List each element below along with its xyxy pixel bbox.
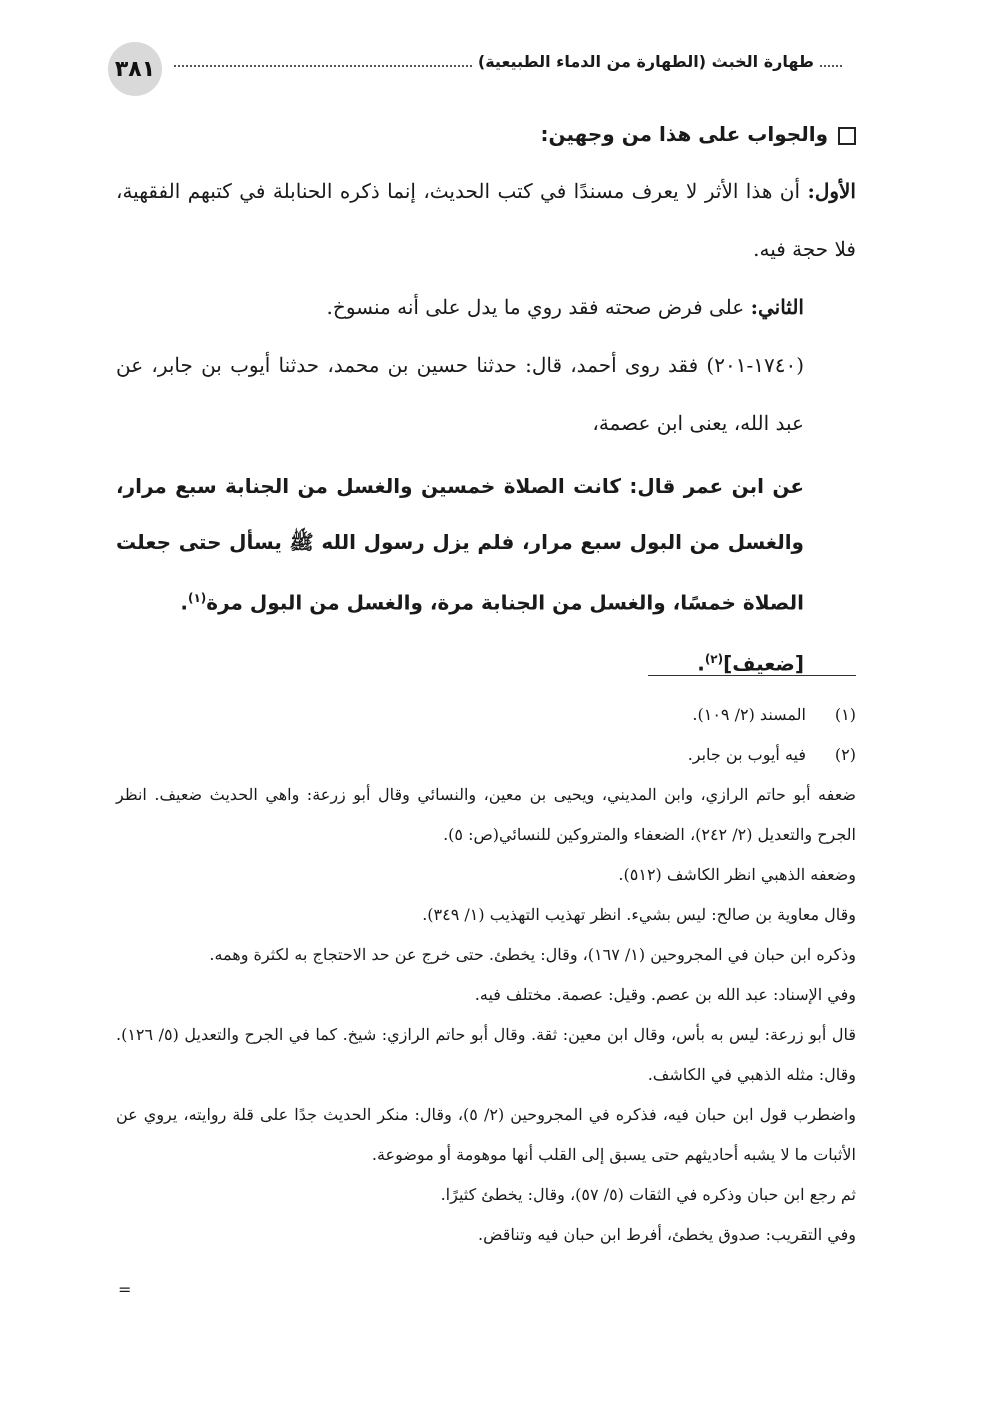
footnote-number: (١) [834,705,856,724]
page-number: ٣٨١ [108,42,162,96]
footnote-paragraph: ضعفه أبو حاتم الرازي، وابن المديني، ويحيى بن معين، والنسائي وقال أبو زرعة: واهي الحديث ضعيف. انظر الجرح والتعديل (٢/ ٢٤٢)، الضعفاء والمتروكين للنسائي(ص: ٥). [116,785,856,844]
footnote-1 [116,695,856,735]
hadith-matn: عن ابن عمر قال: كانت الصلاة خمسين والغسل من الجنابة سبع مرار، والغسل من البول سبع مرار، فلم يزل رسول الله ﷺ يسأل حتى جعلت الصلاة خمسًا، والغسل من الجنابة مرة، والغسل من البول مرة [116,474,804,615]
footnote-paragraph: قال أبو زرعة: ليس به بأس، وقال ابن معين: ثقة. وقال أبو حاتم الرازي: شيخ. كما في الجرح والتعديل (٥/ ١٢٦). وقال: مثله الذهبي في الكاشف. [116,1025,856,1084]
footnote-paragraph: ثم رجع ابن حبان وذكره في الثقات (٥/ ٥٧)، وقال: يخطئ كثيرًا. [440,1185,856,1204]
hadith-text [116,458,856,631]
leader-dots [174,65,472,67]
footnote-text: فيه أيوب بن جابر. [687,745,806,764]
first-text: أن هذا الأثر لا يعرف مسندًا في كتب الحديث، إنما ذكره الحنابلة في كتبهم الفقهية، فلا حجة فيه. [116,179,856,261]
hadith-end: . [180,590,188,615]
isnad: (١٧٤٠-٢٠١) فقد روى أحمد، قال: حدثنا حسين بن محمد، حدثنا أيوب بن جابر، عن عبد الله، يعنى ابن عصمة، [116,353,804,435]
footnote-paragraph: واضطرب قول ابن حبان فيه، فذكره في المجروحين (٢/ ٥)، وقال: منكر الحديث جدًا على قلة روايته، يروي عن الأثبات ما لا يشبه أحاديثهم حتى يسبق إلى القلب أنها موهومة أو موضوعة. [116,1105,857,1164]
footnote-paragraph: وقال معاوية بن صالح: ليس بشيء. انظر تهذيب التهذيب (١/ ٣٤٩). [422,905,856,924]
chapter-title: طهارة الخبث (الطهارة من الدماء الطبيعية) [477,52,814,71]
first-label: الأول: [807,179,856,203]
first-answer [116,162,856,278]
section-heading [116,112,856,156]
continuation-mark: = [118,1280,132,1299]
second-label: الثاني: [750,295,804,319]
footnote-paragraph: وفي التقريب: صدوق يخطئ، أفرط ابن حبان فيه وتناقض. [478,1225,856,1244]
page-header [108,42,848,94]
footnote-ref[interactable]: (١) [187,591,207,605]
second-text: على فرض صحته فقد روي ما يدل على أنه منسوخ. [326,295,745,319]
footnote-text: المسند (٢/ ١٠٩). [692,705,806,724]
main-text [116,112,856,691]
leader-dots [820,65,842,67]
grade-end: . [697,651,705,676]
footnote-paragraph: وفي الإسناد: عبد الله بن عصم. وقيل: عصمة. مختلف فيه. [474,985,856,1004]
footnote-2 [116,735,856,775]
running-title [168,52,848,71]
footnote-separator [648,675,856,676]
footnote-ref[interactable]: (٢) [704,651,724,666]
second-answer [116,278,856,336]
footnote-paragraph: وضعفه الذهبي انظر الكاشف (٥١٢). [618,865,856,884]
grade [116,631,856,692]
grade-label: [ضعيف] [723,651,804,676]
square-bullet-icon [838,127,856,145]
footnote-number: (٢) [834,745,856,764]
heading-text: والجواب على هذا من وجهين: [540,122,828,146]
footnote-paragraph: وذكره ابن حبان في المجروحين (١/ ١٦٧)، وقال: يخطئ. حتى خرج عن حد الاحتجاج به لكثرة وهمه. [209,945,856,964]
footnotes [116,695,856,1255]
